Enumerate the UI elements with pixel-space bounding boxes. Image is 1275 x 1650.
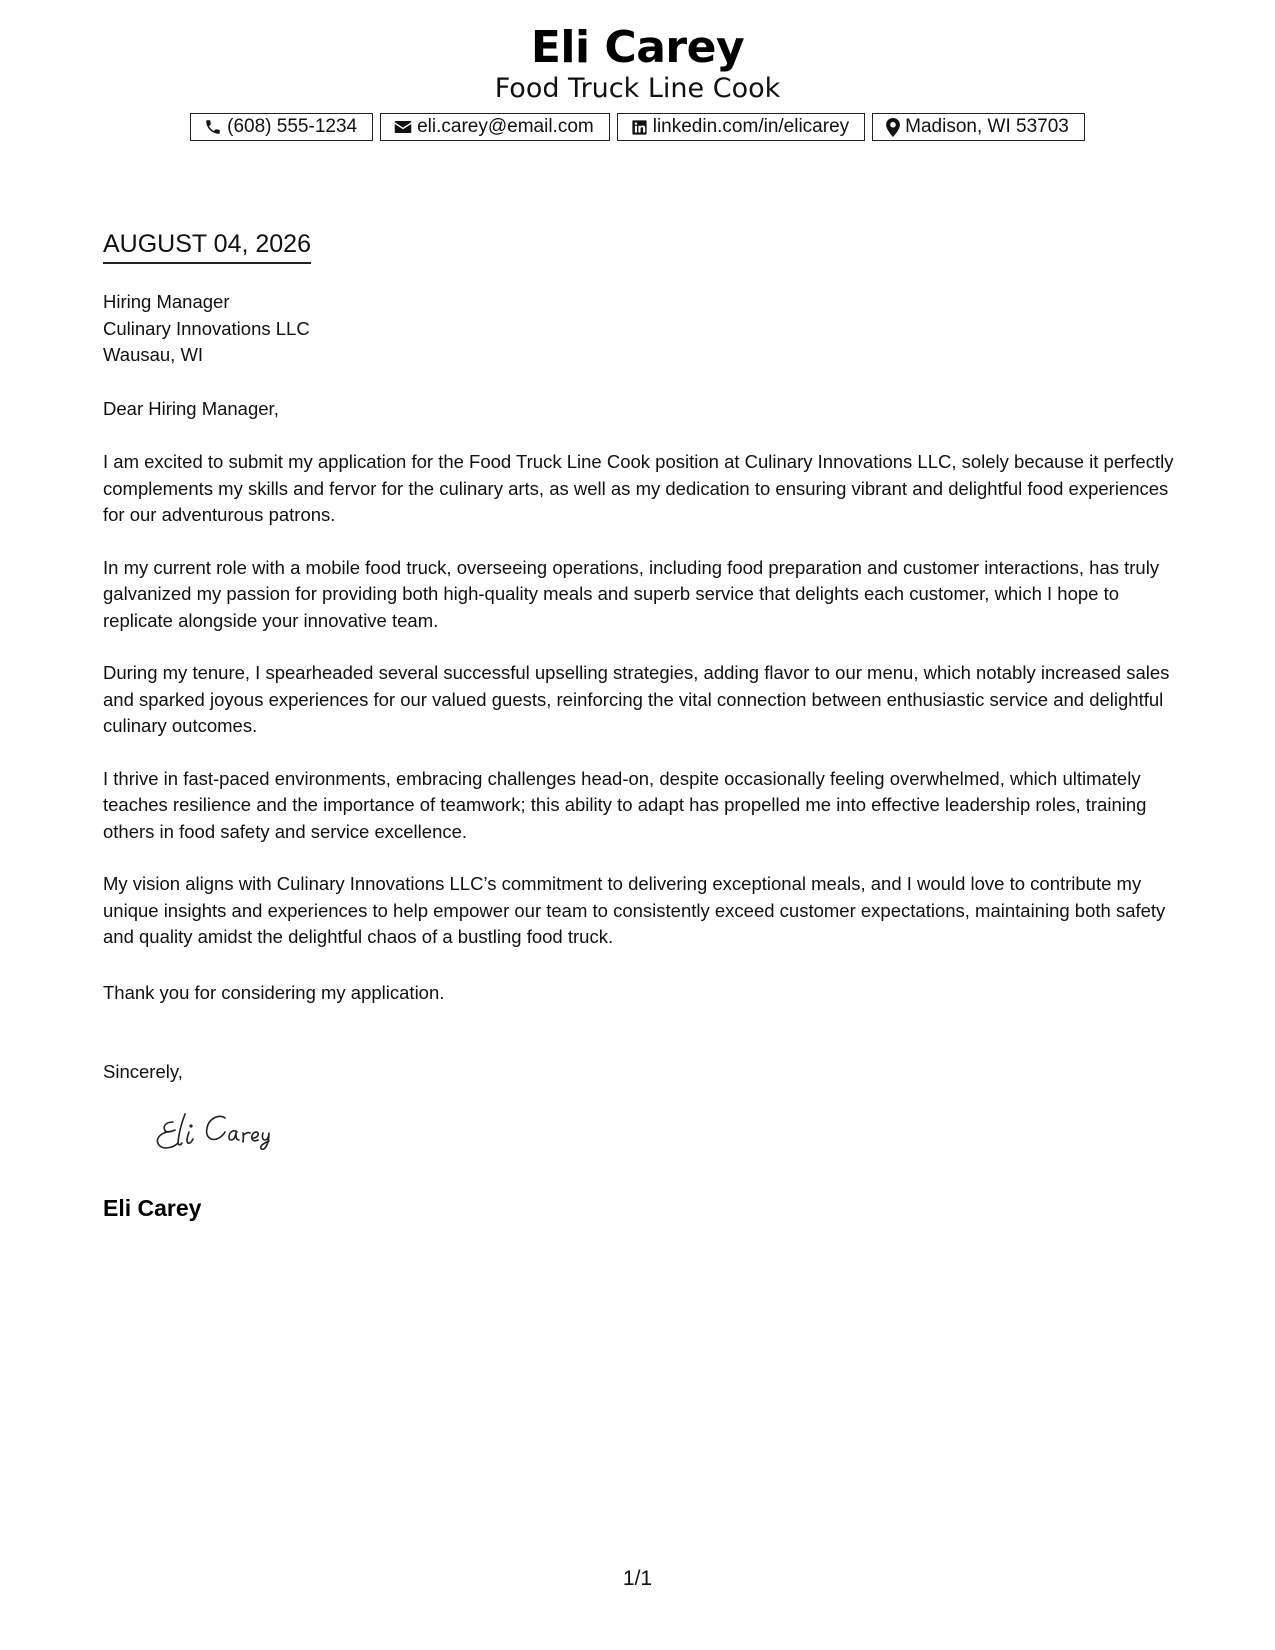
recipient-location: Wausau, WI	[103, 344, 204, 365]
recipient-block	[103, 289, 1178, 369]
letter-body	[103, 449, 1178, 977]
contact-email-text: eli.carey@email.com	[417, 116, 594, 137]
contact-linkedin-text: linkedin.com/in/elicarey	[652, 116, 850, 137]
contact-linkedin	[617, 113, 865, 141]
contact-phone	[190, 113, 373, 141]
handwritten-signature	[155, 1110, 315, 1165]
closing-line: Thank you for considering my application.	[103, 982, 445, 1003]
body-paragraph-5: My vision aligns with Culinary Innovations LLC’s commitment to delivering exceptional meals, and I would love to contribute my unique insights and experiences to help empower our team to consistently exceed customer expectations, maintaining both safety and quality amidst the delightful chaos of a bustling food truck.	[103, 873, 1166, 947]
contact-bar	[0, 113, 1275, 141]
body-paragraph-4: I thrive in fast-paced environments, embracing challenges head-on, despite occasionally feeling overwhelmed, which ultimately teaches resilience and the importance of teamwork; this ability to adapt has propelled me into effective leadership roles, training others in food safety and service excellence.	[103, 767, 1147, 842]
page-number: 1/1	[622, 1567, 653, 1590]
contact-email	[380, 113, 610, 141]
map-marker-icon	[886, 118, 900, 137]
linkedin-icon	[631, 119, 648, 136]
body-paragraph-3: During my tenure, I spearheaded several successful upselling strategies, adding flavor to our menu, which notably increased sales and sparked joyous experiences for our valued guests, reinforcing the vital connection between enthusiastic service and delightful culinary outcomes.	[103, 662, 1170, 736]
recipient-company: Culinary Innovations LLC	[103, 317, 310, 339]
recipient-name: Hiring Manager	[103, 291, 230, 312]
signoff: Sincerely,	[103, 1061, 183, 1082]
contact-location	[872, 113, 1085, 141]
phone-icon	[204, 118, 222, 136]
signer-name: Eli Carey	[103, 1195, 202, 1221]
body-paragraph-1: I am excited to submit my application for the Food Truck Line Cook position at Culinary Innovations LLC, solely because it perfectly complements my skills and fervor for the culinary arts, as well as my dedication to ensuring vibrant and delightful food experiences for our adventurous patrons.	[103, 451, 1174, 525]
contact-location-text: Madison, WI 53703	[905, 116, 1069, 137]
letter-header	[0, 22, 1275, 141]
salutation: Dear Hiring Manager,	[103, 398, 279, 419]
envelope-icon	[394, 119, 412, 135]
applicant-name: Eli Carey	[530, 22, 745, 73]
body-paragraph-2: In my current role with a mobile food truck, overseeing operations, including food preparation and customer interactions, has truly galvanized my passion for providing both high-quality meals and superb service that delights each customer, which I hope to replicate alongside your innovative team.	[103, 556, 1160, 631]
job-title: Food Truck Line Cook	[494, 73, 781, 104]
letter-date: AUGUST 04, 2026	[103, 229, 311, 264]
contact-phone-text: (608) 555-1234	[227, 116, 358, 137]
